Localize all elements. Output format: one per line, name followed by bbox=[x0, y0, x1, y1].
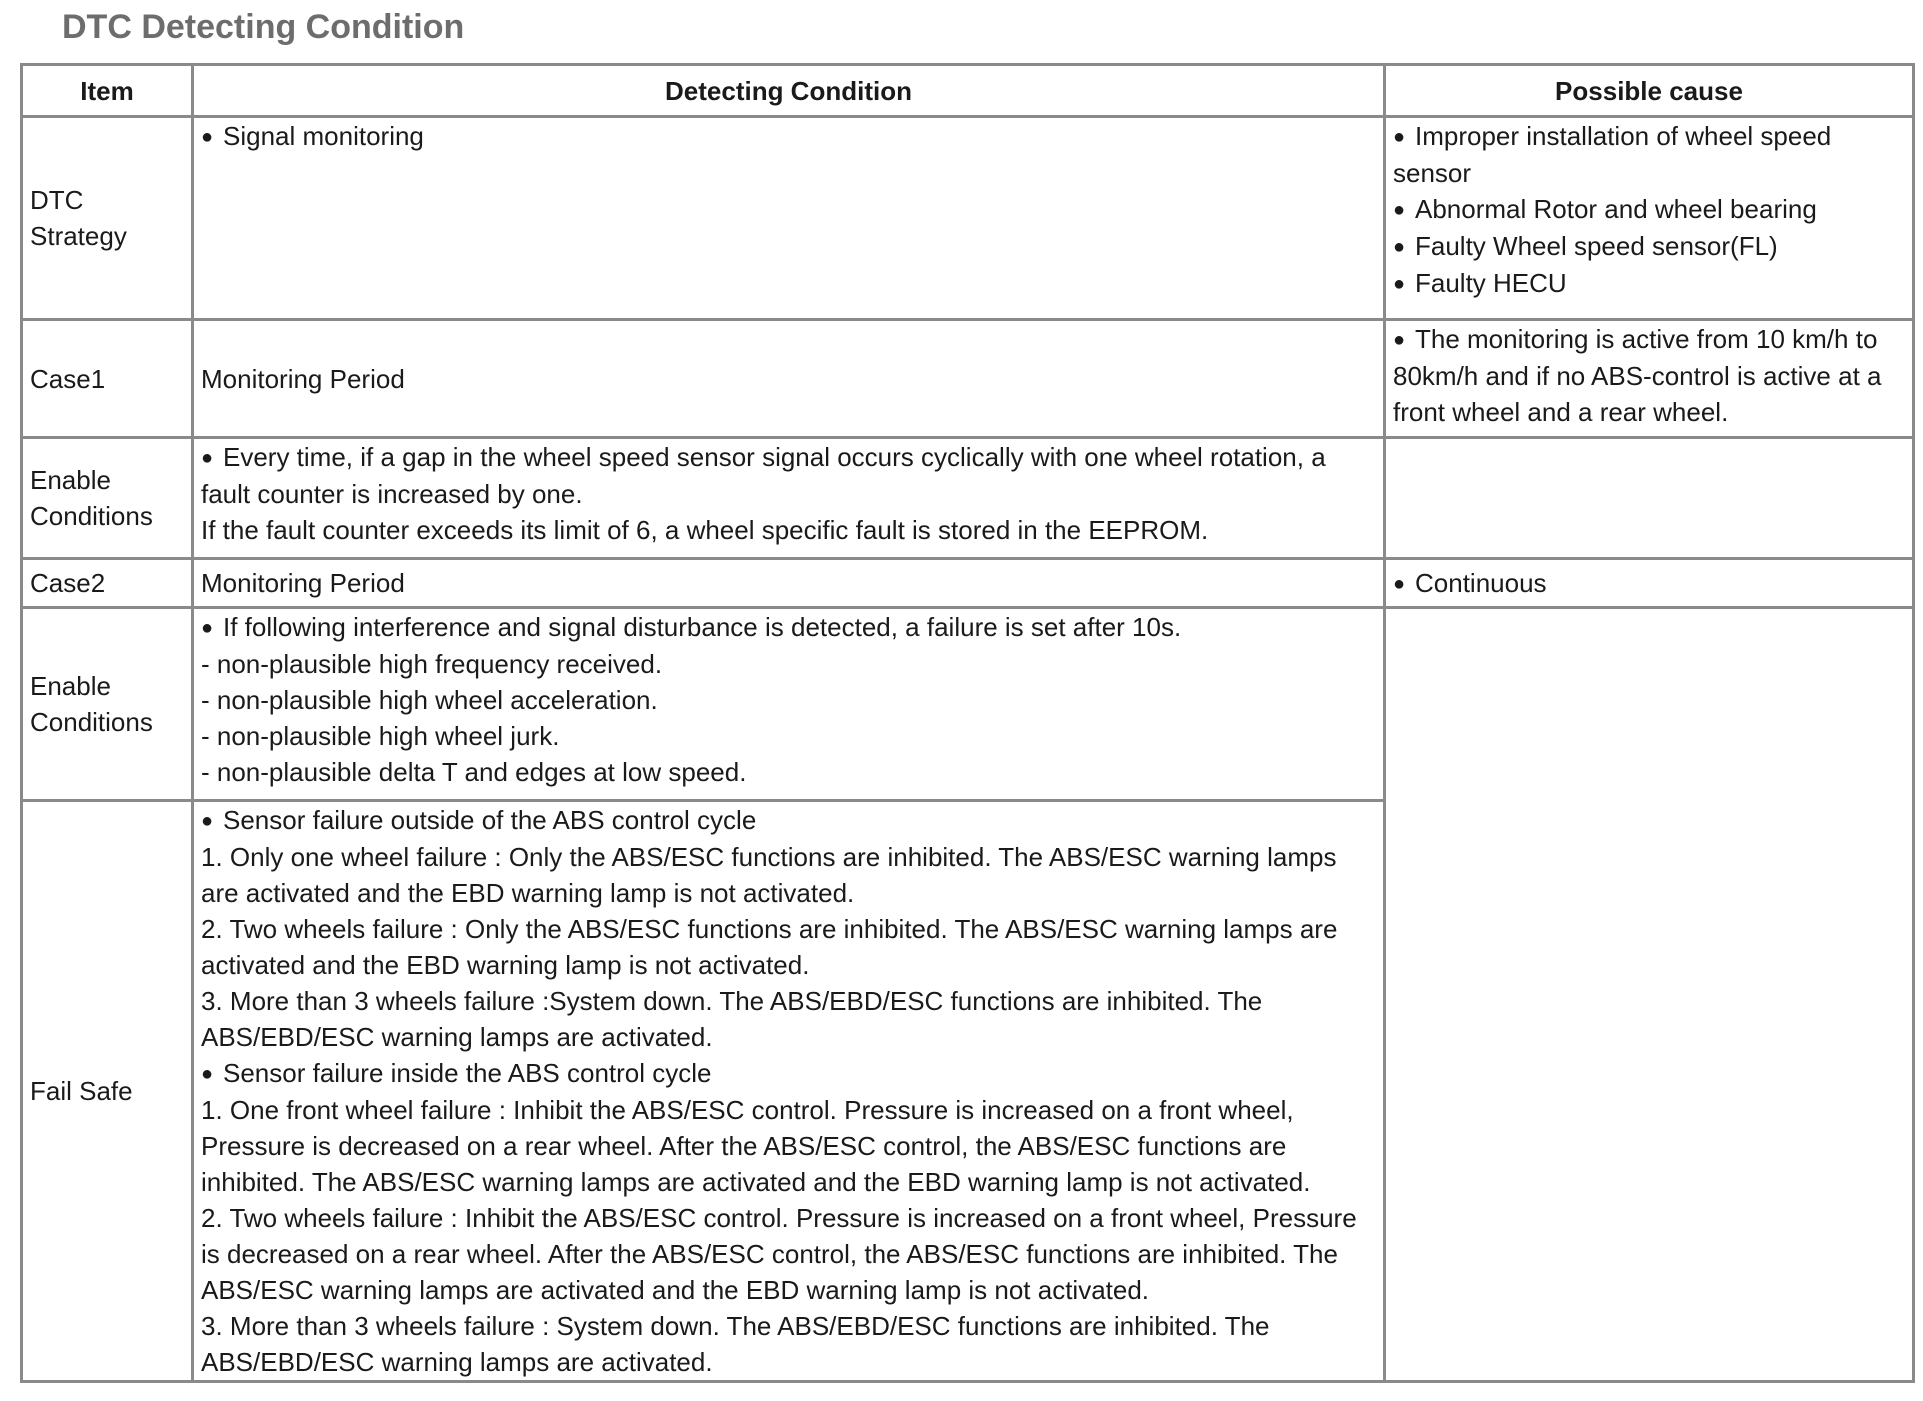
bullet-item bbox=[201, 802, 1376, 839]
bullet-text: Improper installation of wheel speed sensor bbox=[1393, 121, 1832, 188]
dtc-condition-table bbox=[20, 63, 1915, 1383]
bullet-item bbox=[1393, 191, 1905, 228]
cell-item-dtc-strategy bbox=[22, 117, 193, 320]
table-header-row bbox=[22, 65, 1914, 117]
cell-item-enable-conditions-1 bbox=[22, 438, 193, 559]
bullet-dot-icon: ● bbox=[201, 810, 214, 832]
header-item: Item bbox=[22, 65, 193, 117]
bullet-dot-icon: ● bbox=[201, 617, 214, 639]
bullet-item bbox=[201, 439, 1376, 512]
bullet-item bbox=[1393, 228, 1905, 265]
dash-item: - non-plausible high wheel acceleration. bbox=[201, 685, 658, 715]
bullet-dot-icon: ● bbox=[1393, 329, 1406, 351]
item-label-line: Conditions bbox=[30, 501, 153, 531]
row-dtc-strategy bbox=[22, 117, 1914, 320]
bullet-text: Sensor failure outside of the ABS control cycle bbox=[223, 805, 757, 835]
bullet-item bbox=[1393, 565, 1905, 602]
numbered-item: 3. More than 3 wheels failure :System down. The ABS/EBD/ESC functions are inhibited. The ABS/EBD/ESC warning lamps are activated. bbox=[201, 986, 1263, 1052]
cell-condition-enable-conditions-1 bbox=[193, 438, 1385, 559]
cell-cause-case1 bbox=[1385, 320, 1914, 438]
bullet-dot-icon: ● bbox=[201, 1063, 214, 1085]
cell-item-fail-safe: Fail Safe bbox=[22, 801, 193, 1382]
header-possible-cause: Possible cause bbox=[1385, 65, 1914, 117]
dash-item: - non-plausible delta T and edges at low speed. bbox=[201, 757, 747, 787]
bullet-text: Continuous bbox=[1415, 567, 1547, 598]
item-label-line: DTC bbox=[30, 185, 84, 215]
item-label-line: Enable bbox=[30, 465, 111, 495]
row-enable-conditions-1 bbox=[22, 438, 1914, 559]
header-detecting-condition: Detecting Condition bbox=[193, 65, 1385, 117]
numbered-item: 2. Two wheels failure : Only the ABS/ESC functions are inhibited. The ABS/ESC warning lamps are activated and the EBD warning lamp is not activated. bbox=[201, 914, 1338, 980]
cell-item-case1: Case1 bbox=[22, 320, 193, 438]
cell-cause-enable-conditions-1 bbox=[1385, 438, 1914, 559]
cell-cause-case2 bbox=[1385, 559, 1914, 608]
row-case1 bbox=[22, 320, 1914, 438]
bullet-dot-icon: ● bbox=[1393, 126, 1406, 148]
cell-condition-case2: Monitoring Period bbox=[193, 559, 1385, 608]
bullet-dot-icon: ● bbox=[201, 447, 214, 469]
bullet-text: Signal monitoring bbox=[223, 121, 424, 151]
bullet-item bbox=[1393, 321, 1905, 430]
item-label-line: Enable bbox=[30, 671, 111, 701]
row-case2 bbox=[22, 559, 1914, 608]
numbered-item: 1. Only one wheel failure : Only the ABS/ESC functions are inhibited. The ABS/ESC warning lamps are activated and the EBD warning lamp is not activated. bbox=[201, 842, 1337, 908]
bullet-text: If following interference and signal disturbance is detected, a failure is set after 10s. bbox=[223, 612, 1182, 642]
cell-cause-dtc-strategy bbox=[1385, 117, 1914, 320]
numbered-item: 3. More than 3 wheels failure : System down. The ABS/EBD/ESC functions are inhibited. The ABS/EBD/ESC warning lamps are activated. bbox=[201, 1311, 1270, 1377]
bullet-dot-icon: ● bbox=[1393, 236, 1406, 258]
cell-cause-enable-failsafe-merged bbox=[1385, 608, 1914, 1382]
bullet-item bbox=[1393, 265, 1905, 302]
cell-condition-fail-safe bbox=[193, 801, 1385, 1382]
cell-condition-dtc-strategy bbox=[193, 117, 1385, 320]
bullet-item bbox=[1393, 118, 1905, 191]
cell-item-enable-conditions-2 bbox=[22, 608, 193, 801]
cell-condition-case1: Monitoring Period bbox=[193, 320, 1385, 438]
numbered-item: 1. One front wheel failure : Inhibit the ABS/ESC control. Pressure is increased on a front wheel, Pressure is decreased on a rear wheel. After the ABS/ESC control, the ABS/ESC functions are inhibited. The ABS/ESC warning lamps are activated and the EBD warning lamp is not activated. bbox=[201, 1095, 1311, 1197]
condition-text: If the fault counter exceeds its limit of 6, a wheel specific fault is stored in the EEPROM. bbox=[201, 515, 1209, 545]
item-label-line: Conditions bbox=[30, 707, 153, 737]
bullet-text: Abnormal Rotor and wheel bearing bbox=[1415, 194, 1817, 224]
row-enable-conditions-2 bbox=[22, 608, 1914, 801]
numbered-item: 2. Two wheels failure : Inhibit the ABS/ESC control. Pressure is increased on a front wheel, Pressure is decreased on a rear wheel. After the ABS/ESC control, the ABS/ESC functions are inhibited. The ABS/ESC warning lamps are activated and the EBD warning lamp is not activated. bbox=[201, 1203, 1357, 1305]
bullet-text: Sensor failure inside the ABS control cycle bbox=[223, 1058, 712, 1088]
bullet-item bbox=[201, 1055, 1376, 1092]
bullet-text: Faulty HECU bbox=[1415, 268, 1567, 298]
bullet-dot-icon: ● bbox=[1393, 199, 1406, 221]
bullet-dot-icon: ● bbox=[201, 126, 214, 148]
bullet-text: Faulty Wheel speed sensor(FL) bbox=[1415, 231, 1778, 261]
bullet-dot-icon: ● bbox=[1393, 273, 1406, 295]
page-title: DTC Detecting Condition bbox=[62, 8, 465, 46]
bullet-dot-icon: ● bbox=[1393, 572, 1406, 595]
bullet-item bbox=[201, 609, 1376, 646]
bullet-item bbox=[201, 118, 1376, 155]
cell-condition-enable-conditions-2 bbox=[193, 608, 1385, 801]
dash-item: - non-plausible high frequency received. bbox=[201, 649, 663, 679]
item-label-line: Strategy bbox=[30, 221, 127, 251]
dash-item: - non-plausible high wheel jurk. bbox=[201, 721, 560, 751]
bullet-text: The monitoring is active from 10 km/h to 80km/h and if no ABS-control is active at a front wheel and a rear wheel. bbox=[1393, 324, 1882, 427]
bullet-text: Every time, if a gap in the wheel speed sensor signal occurs cyclically with one wheel rotation, a fault counter is increased by one. bbox=[201, 442, 1326, 509]
cell-item-case2: Case2 bbox=[22, 559, 193, 608]
